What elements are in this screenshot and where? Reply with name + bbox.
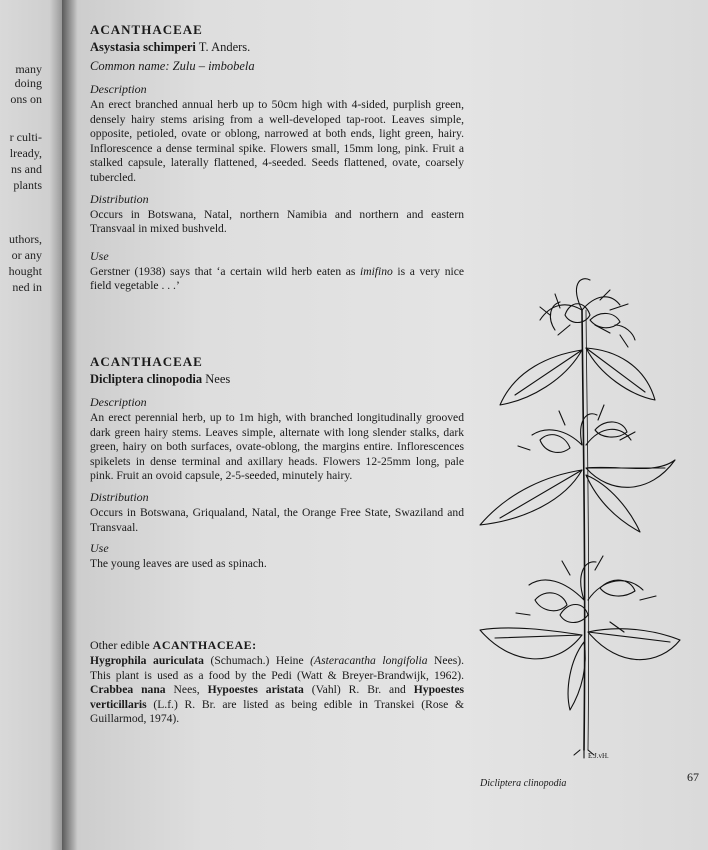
- description-text: An erect branched annual herb up to 50cm high with 4-sided, purplish green, densely hairy stems arising from a well-developed tap-root. Leaves simple, opposite, petioled, ovate or oblong, narrowed at both ends, light green, hairy. Inflorescence a dense terminal spike. Flowers small, 15mm long, pink. Fruit a stalked capsule, laterally flattened, 4-seeded. Seeds flattened, ovate, coarsely tubercled.: [90, 98, 464, 184]
- entry-dicliptera: [90, 354, 464, 572]
- other-edible-heading: Other edible ACANTHACEAE:: [90, 638, 257, 652]
- species-name: Dicliptera clinopodia Nees: [90, 372, 231, 386]
- book-gutter: [62, 0, 78, 850]
- common-name: Common name: Zulu – imbobela: [90, 59, 255, 73]
- previous-page-edge: [0, 0, 62, 850]
- use-text: The young leaves are used as spinach.: [90, 557, 267, 571]
- left-page-line: plants: [13, 178, 42, 192]
- use-heading: Use: [90, 248, 109, 263]
- description-text: An erect perennial herb, up to 1m high, with branched longitudinally grooved dark green hairy stems. Leaves simple, alternate with long slender stalks, dark green, hairy on both surfaces, ovate-oblong, the margins entire. Inflorescences spikelets in dense terminal and axillary heads. Flowers 12-25mm long, pale pink. Fruit an ovoid capsule, 2-5-seeded, minutely hairy.: [90, 411, 464, 483]
- illustration-caption: Dicliptera clinopodia: [480, 778, 567, 789]
- left-page-line: ned in: [12, 280, 42, 294]
- use-heading: Use: [90, 541, 109, 556]
- distribution-heading: Distribution: [90, 191, 149, 206]
- left-page-line: lready,: [9, 146, 42, 160]
- left-page-line: ns and: [11, 162, 42, 176]
- left-page-line: r culti-: [9, 130, 42, 144]
- left-page-line: or any: [11, 248, 42, 262]
- other-edible-text: Hygrophila auriculata (Schumach.) Heine (Asteracantha longifolia Nees). This plant is used as a food by the Pedi (Watt & Breyer-Brandwijk, 1962). Crabbea nana Nees, Hypoestes aristata (Vahl) R. Br. and Hypoestes verticillaris (L.f.) R. Br. are listed as being edible in Transkei (Rose & Guillarmod, 1974).: [90, 654, 464, 726]
- page-number: 67: [687, 770, 699, 784]
- artist-signature: E.J.vH.: [588, 752, 609, 760]
- left-page-line: doing: [14, 76, 42, 90]
- other-edible-section: [90, 638, 464, 727]
- left-page-line: ons on: [10, 92, 42, 106]
- left-page-line: many: [15, 62, 42, 76]
- family-heading: ACANTHACEAE: [90, 22, 203, 37]
- plant-illustration: [470, 270, 690, 770]
- description-heading: Description: [90, 395, 147, 409]
- left-page-line: uthors,: [9, 232, 42, 246]
- description-heading: Description: [90, 82, 147, 96]
- family-heading: ACANTHACEAE: [90, 354, 203, 369]
- use-text: Gerstner (1938) says that ‘a certain wild herb eaten as imifino is a very nice field vegetable . . .’: [90, 264, 465, 293]
- left-page-line: hought: [8, 264, 42, 278]
- distribution-text: Occurs in Botswana, Natal, northern Namibia and northern and eastern Transvaal in mixed bushveld.: [90, 207, 464, 236]
- distribution-text: Occurs in Botswana, Griqualand, Natal, the Orange Free State, Swaziland and Transvaal.: [90, 505, 464, 534]
- distribution-heading: Distribution: [90, 489, 149, 504]
- species-name: Asystasia schimperi T. Anders.: [90, 40, 251, 54]
- entry-asystasia: [90, 22, 464, 294]
